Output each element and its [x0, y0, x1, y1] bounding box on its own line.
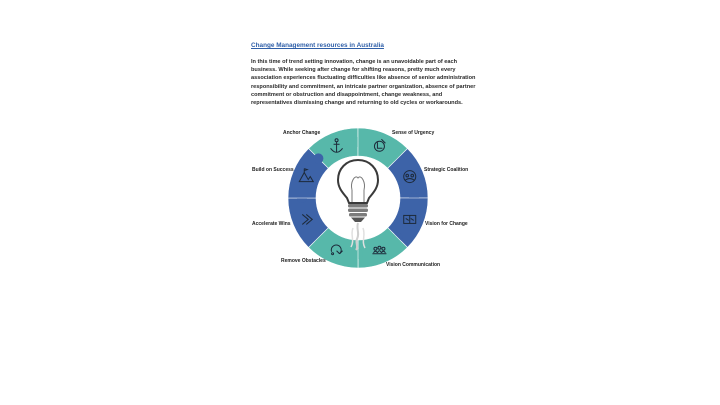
stage-label: Anchor Change — [283, 130, 321, 136]
stage-label: Strategic Coalition — [424, 167, 469, 173]
resources-link[interactable]: Change Management resources in Australia — [251, 42, 384, 49]
lightbulb-icon — [338, 160, 378, 250]
stage-label: Remove Obstacles — [281, 258, 326, 264]
stage-label: Accelerate Wins — [252, 221, 291, 227]
intro-paragraph: In this time of trend setting innovation, change is an unavoidable part of each business. While seeking after change for shifting reasons, pretty much every association experiences fluctuating difficulties like absence of senior administration responsibility and commitment, an intricate partner organization, absence of partner commitment or obstruction and disappointment, change weakness, and representatives dismissing change and returning to old cycles or workarounds. — [251, 59, 476, 107]
stage-label: Sense of Urgency — [392, 130, 435, 136]
stage-label: Vision for Change — [425, 221, 468, 227]
stage-label: Vision Communication — [386, 262, 441, 268]
puzzle-knob — [313, 153, 323, 163]
stage-label: Build on Success — [252, 167, 294, 173]
